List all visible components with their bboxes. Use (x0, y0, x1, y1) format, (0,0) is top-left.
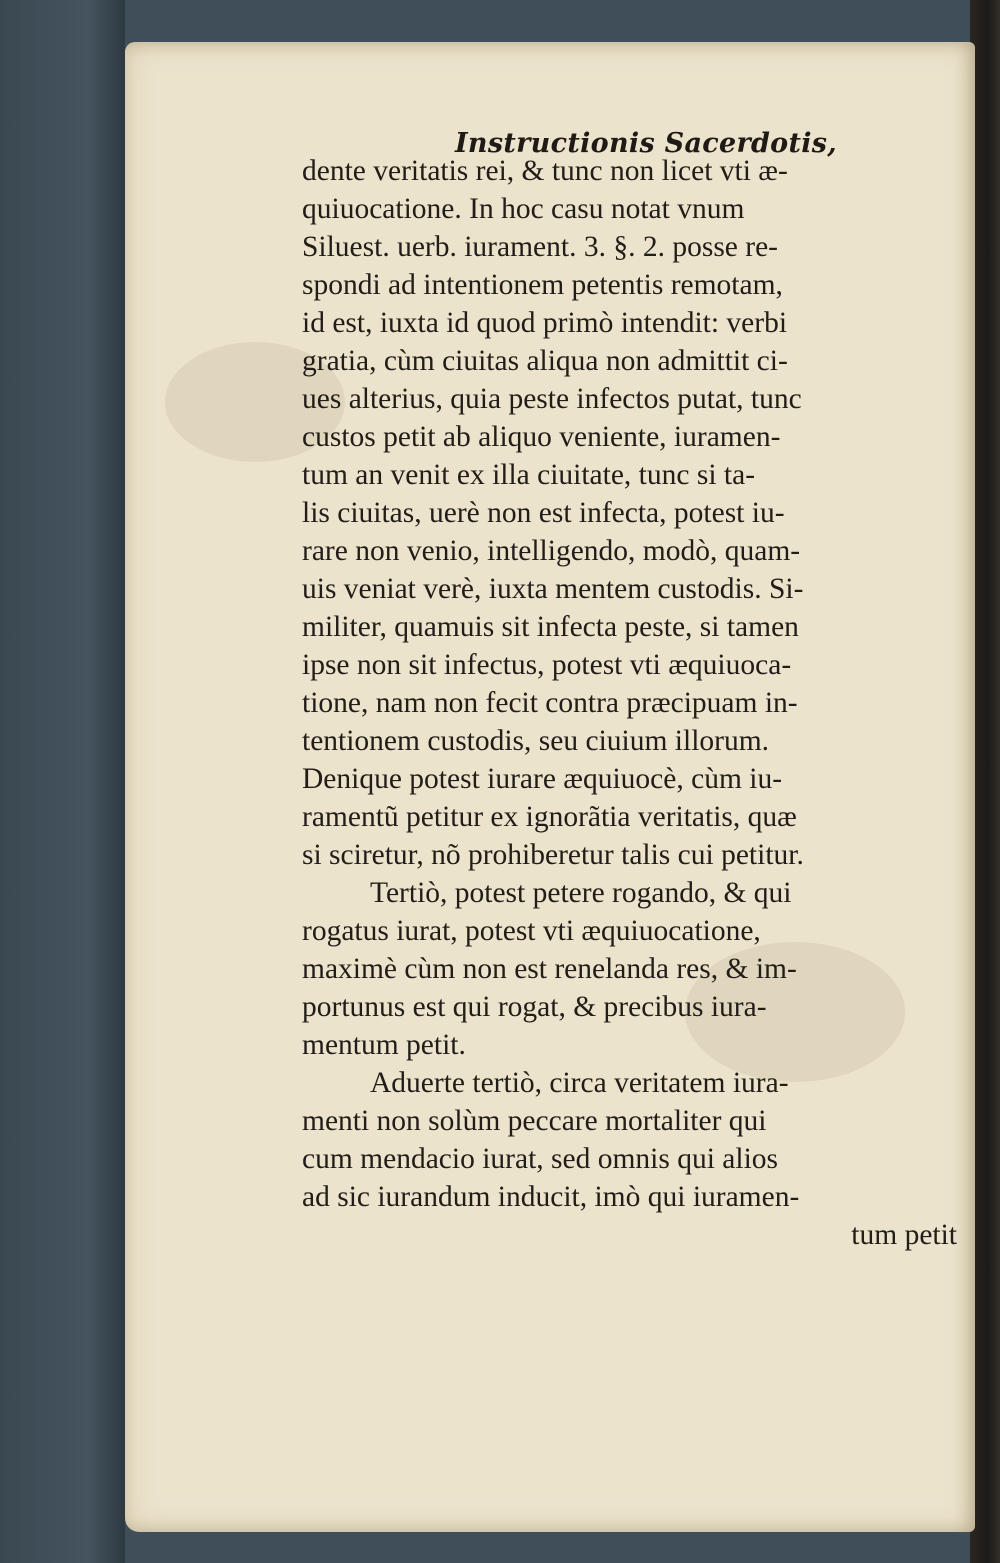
text-line: cum mendacio iurat, sed omnis qui alios (302, 1143, 779, 1175)
text-line: rogatus iurat, potest vti æquiuocatione, (302, 915, 761, 947)
body-text (302, 152, 957, 1254)
text-line: militer, quamuis sit infecta peste, si tamen (302, 611, 799, 643)
text-line: mentum petit. (302, 1029, 466, 1061)
text-line: id est, iuxta id quod primò intendit: verbi (302, 307, 788, 339)
text-line: tentionem custodis, seu ciuium illorum. (302, 725, 770, 757)
text-line: tione, nam non fecit contra præcipuam in- (302, 687, 798, 719)
paragraph-start-line: Tertiò, potest petere rogando, & qui (370, 877, 792, 909)
paragraph-start-line: Aduerte tertiò, circa veritatem iura- (370, 1067, 789, 1099)
running-head: Instructionis Sacerdotis, (455, 128, 838, 159)
text-line: tum an venit ex illa ciuitate, tunc si ta- (302, 459, 756, 491)
text-line: Siluest. uerb. iurament. 3. §. 2. posse re- (302, 231, 779, 263)
text-line: ad sic iurandum inducit, imò qui iuramen- (302, 1181, 800, 1213)
text-line: ipse non sit infectus, potest vti æquiuoca- (302, 649, 792, 681)
text-line: ramentũ petitur ex ignorãtia veritatis, quæ (302, 801, 797, 833)
text-line: rare non venio, intelligendo, modò, quam- (302, 535, 801, 567)
text-line: custos petit ab aliquo veniente, iuramen- (302, 421, 781, 453)
text-line: dente veritatis rei, & tunc non licet vti æ- (302, 155, 788, 187)
text-line: quiuocatione. In hoc casu notat vnum (302, 193, 745, 225)
text-line: maximè cùm non est renelanda res, & im- (302, 953, 797, 985)
text-line: spondi ad intentionem petentis remotam, (302, 269, 783, 301)
text-line: ues alterius, quia peste infectos putat, tunc (302, 383, 802, 415)
book-cover-edge (0, 0, 125, 1563)
text-line: Denique potest iurare æquiuocè, cùm iu- (302, 763, 783, 795)
text-line: portunus est qui rogat, & precibus iura- (302, 991, 767, 1023)
text-line: lis ciuitas, uerè non est infecta, potest iu- (302, 497, 785, 529)
text-line: si sciretur, nõ prohiberetur talis cui petitur. (302, 839, 804, 871)
text-line: menti non solùm peccare mortaliter qui (302, 1105, 767, 1137)
text-line: uis veniat verè, iuxta mentem custodis. Si- (302, 573, 804, 605)
text-line: gratia, cùm ciuitas aliqua non admittit ci- (302, 345, 788, 377)
catchword: tum petit (851, 1219, 957, 1251)
